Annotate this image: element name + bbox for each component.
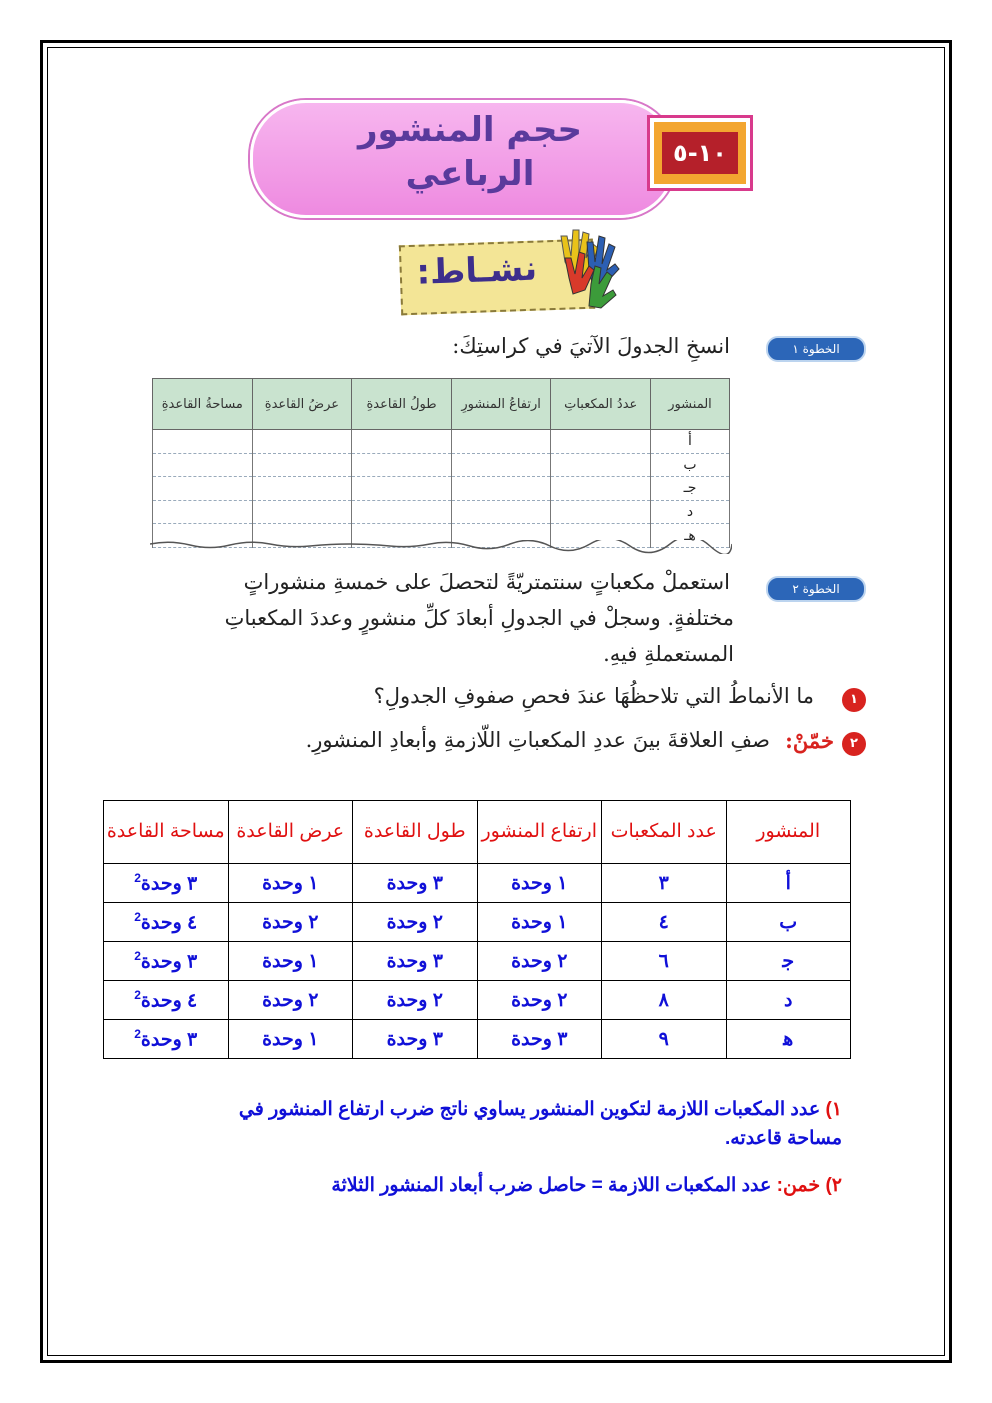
answer-cell-area: [104, 903, 229, 942]
answer-cell: ٣ وحدة: [353, 864, 478, 903]
answer-col-length: طول القاعدة: [353, 801, 478, 864]
answer-col-prism: المنشور: [726, 801, 851, 864]
question-1-text: ما الأنماطُ التي تلاحظُهَا عندَ فحصِ صفوفِ الجدولِ؟: [373, 684, 814, 708]
answer-cell: د: [726, 981, 851, 1020]
answer-cell: ١ وحدة: [477, 903, 602, 942]
area-exponent: 2: [134, 948, 141, 963]
answer-cell-area: [104, 1020, 229, 1059]
step-1-text: انسخِ الجدولَ الآتيَ في كراستِكَ:: [452, 334, 730, 358]
worksheet-row: [153, 430, 730, 454]
answer-cell: ﻫ: [726, 1020, 851, 1059]
worksheet-table-header: [153, 379, 730, 430]
answer-2-lead: خمن:: [776, 1175, 821, 1196]
answer-cell: ٣: [602, 864, 727, 903]
step-1-pill: الخطوة ١: [766, 336, 866, 362]
worksheet-col-width: عرضُ القاعدةِ: [252, 379, 352, 430]
answer-cell: ٢ وحدة: [228, 981, 353, 1020]
answer-col-width: عرض القاعدة: [228, 801, 353, 864]
answer-cell-area: [104, 942, 229, 981]
answer-table-header: [104, 801, 851, 864]
answer-col-area: مساحة القاعدة: [104, 801, 229, 864]
area-value: ٣ وحدة: [140, 873, 198, 895]
answer-cell: ٢ وحدة: [477, 981, 602, 1020]
area-exponent: 2: [134, 1026, 141, 1041]
answer-cell: ٤: [602, 903, 727, 942]
answer-cell: ٢ وحدة: [353, 903, 478, 942]
answer-cell-area: [104, 981, 229, 1020]
answer-row: [104, 981, 851, 1020]
worksheet-row: [153, 500, 730, 524]
area-exponent: 2: [134, 909, 141, 924]
area-value: ٣ وحدة: [140, 1029, 198, 1051]
answer-cell: ٩: [602, 1020, 727, 1059]
answer-cell: ب: [726, 903, 851, 942]
question-1-number: ١: [842, 688, 866, 712]
lesson-number: ١٠-٥: [662, 132, 738, 174]
area-exponent: 2: [134, 870, 141, 885]
answer-1-line-1: عدد المكعبات اللازمة لتكوين المنشور يساوي ناتج ضرب ارتفاع المنشور في: [238, 1099, 821, 1120]
lesson-title-banner: [250, 100, 670, 212]
answer-cell: ٣ وحدة: [353, 942, 478, 981]
answer-cell: ٨: [602, 981, 727, 1020]
answer-col-cubes: عدد المكعبات: [602, 801, 727, 864]
worksheet-row-label: جـ: [651, 477, 730, 501]
answer-row: [104, 1020, 851, 1059]
area-value: ٣ وحدة: [140, 951, 198, 973]
answer-cell: ٣ وحدة: [477, 1020, 602, 1059]
torn-edge: [150, 540, 732, 554]
answer-cell: ١ وحدة: [228, 1020, 353, 1059]
answer-1-line-2: مساحة قاعدته.: [724, 1128, 842, 1149]
title-line-1: حجم المنشور: [357, 110, 583, 150]
title-line-2: الرباعي: [405, 154, 535, 194]
worksheet-table: [152, 378, 730, 548]
answer-cell: ١ وحدة: [228, 864, 353, 903]
step-2-line-1: استعملْ مكعباتٍ سنتمتريّةً لتحصلَ على خمسةِ منشوراتٍ: [243, 570, 730, 594]
answer-row: [104, 864, 851, 903]
worksheet-col-prism: المنشور: [651, 379, 730, 430]
answer-cell-area: [104, 864, 229, 903]
answer-cell: ٢ وحدة: [353, 981, 478, 1020]
lesson-number-box: [650, 118, 750, 188]
answer-row: [104, 942, 851, 981]
answer-col-height: ارتفاع المنشور: [477, 801, 602, 864]
activity-label-text: نشـاط:: [415, 248, 538, 293]
question-2-text: صفِ العلاقةَ بينَ عددِ المكعباتِ اللّازمةِ وأبعادِ المنشورِ.: [305, 728, 770, 752]
worksheet-col-height: ارتفاعُ المنشورِ: [451, 379, 551, 430]
answer-cell: ٦: [602, 942, 727, 981]
answer-2-text: عدد المكعبات اللازمة = حاصل ضرب أبعاد المنشور الثلاثة: [331, 1175, 772, 1196]
answer-cell: ﺟ: [726, 942, 851, 981]
answer-cell: أ: [726, 864, 851, 903]
step-2-line-2: مختلفةٍ. وسجلْ في الجدولِ أبعادَ كلِّ منشورٍ وعددَ المكعباتِ: [224, 606, 734, 630]
worksheet-row-label: د: [651, 500, 730, 524]
question-2-lead: خمّنْ:: [785, 728, 834, 753]
worksheet-row: [153, 477, 730, 501]
answer-2-number: ٢): [825, 1175, 842, 1196]
answer-2: [142, 1174, 842, 1197]
worksheet-row: [153, 453, 730, 477]
worksheet-col-cubes: عددُ المكعباتِ: [551, 379, 651, 430]
area-exponent: 2: [134, 987, 141, 1002]
question-2-number: ٢: [842, 732, 866, 756]
answer-cell: ١ وحدة: [477, 864, 602, 903]
area-value: ٤ وحدة: [140, 912, 198, 934]
worksheet-col-area: مساحةُ القاعدةِ: [153, 379, 253, 430]
answer-1: [142, 1098, 842, 1121]
answer-cell: ١ وحدة: [228, 942, 353, 981]
answer-row: [104, 903, 851, 942]
worksheet-row-label: هـ: [651, 524, 730, 548]
worksheet-col-length: طولُ القاعدةِ: [352, 379, 452, 430]
hands-illustration-icon: [555, 222, 625, 312]
worksheet-row-label: أ: [651, 430, 730, 454]
answer-cell: ٣ وحدة: [353, 1020, 478, 1059]
step-2-line-3: المستعملةِ فيهِ.: [603, 642, 734, 666]
answer-1-number: ١): [825, 1099, 842, 1120]
answer-1-cont: [142, 1127, 842, 1150]
worksheet-row-label: ب: [651, 453, 730, 477]
step-2-pill: الخطوة ٢: [766, 576, 866, 602]
answer-cell: ٢ وحدة: [477, 942, 602, 981]
answer-cell: ٢ وحدة: [228, 903, 353, 942]
answer-table: [103, 800, 851, 1059]
lesson-title: [310, 108, 630, 196]
area-value: ٤ وحدة: [140, 990, 198, 1012]
